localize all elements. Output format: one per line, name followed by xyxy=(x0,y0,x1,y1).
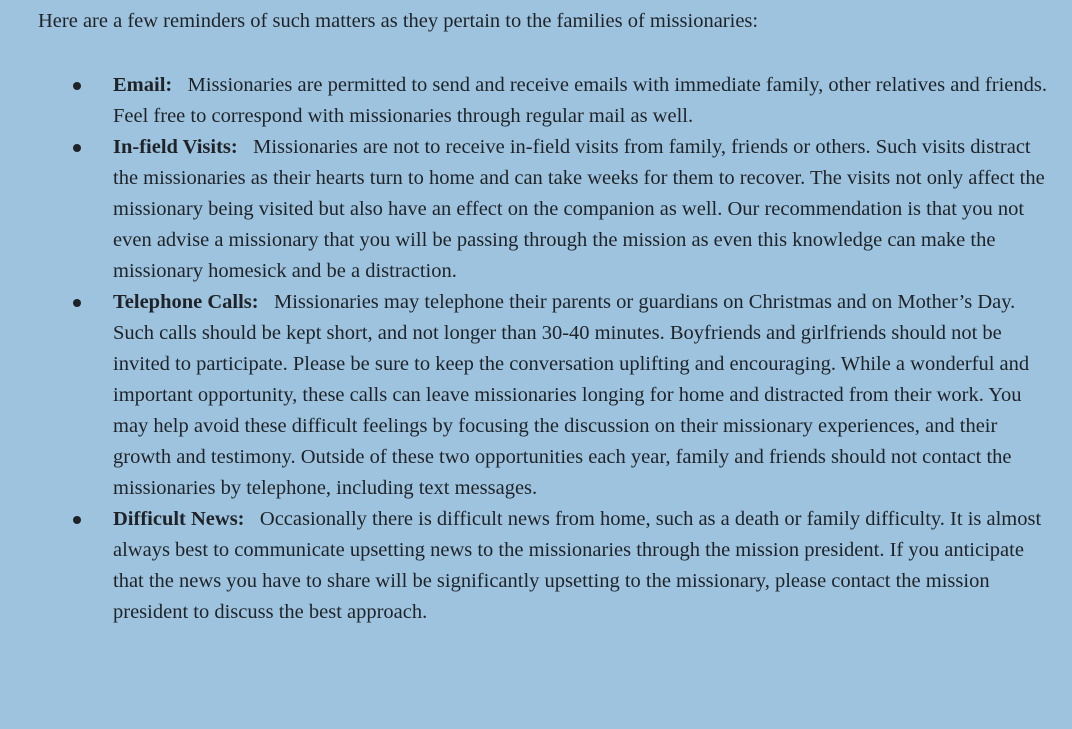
bullet-icon xyxy=(73,299,81,307)
bullet-icon xyxy=(73,516,81,524)
list-item-difficult-news xyxy=(38,504,1048,628)
intro-paragraph: Here are a few reminders of such matters as they pertain to the families of missionaries: xyxy=(38,10,759,32)
list-item-email xyxy=(38,70,1048,132)
reminders-list xyxy=(38,70,1048,628)
bullet-icon xyxy=(73,144,81,152)
item-text: Missionaries are not to receive in-field visits from family, friends or others. Such visits distract the missionaries as their hearts turn to home and can take weeks for them to recover. The visits not only affect the missionary being visited but also have an effect on the companion as well. Our recommendation is that you not even advise a missionary that you will be passing through the mission as even this knowledge can make the missionary homesick and be a distraction. xyxy=(113,136,1045,282)
bullet-icon xyxy=(73,82,81,90)
item-term: Email: xyxy=(113,74,183,96)
item-term: Difficult News: xyxy=(113,508,255,530)
list-item-telephone-calls xyxy=(38,287,1048,504)
item-text: Missionaries are permitted to send and receive emails with immediate family, other relatives and friends. Feel free to correspond with missionaries through regular mail as well. xyxy=(113,74,1047,127)
item-term: Telephone Calls: xyxy=(113,291,269,313)
item-text: Occasionally there is difficult news from home, such as a death or family difficulty. It is almost always best to communicate upsetting news to the missionaries through the mission president. If you anticipate that the news you have to share will be significantly upsetting to the missionary, please contact the mission president to discuss the best approach. xyxy=(113,508,1042,623)
list-item-in-field-visits xyxy=(38,132,1048,287)
item-term: In-field Visits: xyxy=(113,136,248,158)
item-text: Missionaries may telephone their parents or guardians on Christmas and on Mother’s Day. Such calls should be kept short, and not longer than 30-40 minutes. Boyfriends and girlfriends should not be invited to participate. Please be sure to keep the conversation uplifting and encouraging. While a wonderful and important opportunity, these calls can leave missionaries longing for home and distracted from their work. You may help avoid these difficult feelings by focusing the discussion on their missionary experiences, and their growth and testimony. Outside of these two opportunities each year, family and friends should not contact the missionaries by telephone, including text messages. xyxy=(113,291,1030,499)
